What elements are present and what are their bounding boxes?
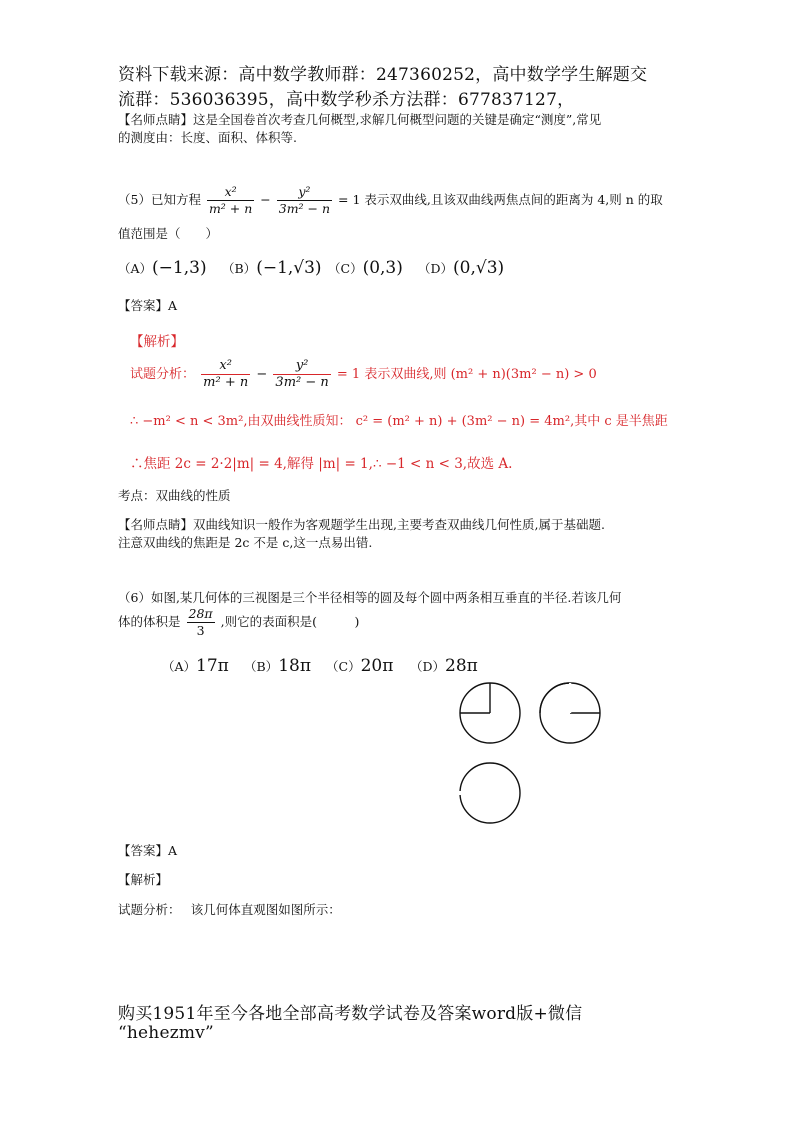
q6-analysis-title: 【解析】	[118, 872, 169, 887]
q6-option-a-label: （A）	[162, 659, 197, 674]
q5-tip-line-1: 【名师点睛】双曲线知识一般作为客观题学生出现,主要考查双曲线几何性质,属于基础题.	[118, 517, 605, 532]
q5-kaodian: 考点：双曲线的性质	[118, 488, 231, 503]
top-view-circle	[460, 763, 520, 823]
side-view-arc	[540, 683, 569, 713]
q6-vol-den: 3	[196, 623, 205, 638]
q6-stem-prefix: 体的体积是	[118, 614, 181, 629]
q4-tip-line-2: 的测度由：长度、面积、体积等.	[118, 130, 297, 145]
q5-minus: −	[260, 192, 271, 207]
q5-option-a-label: （A）	[118, 261, 153, 276]
q6-answer: 【答案】A	[118, 843, 178, 858]
q6-option-d-label: （D）	[410, 659, 446, 674]
q5-analysis-line-3: ∴焦距 2c = 2·2|m| = 4,解得 |m| = 1,∴ −1 < n < 3,故选 A.	[130, 456, 513, 472]
three-view-figure	[450, 680, 620, 830]
q5-answer: 【答案】A	[118, 298, 178, 313]
q5-analysis-suffix: = 1 表示双曲线,则 (m² + n)(3m² − n) > 0	[336, 367, 597, 382]
q5-stem-line-2: 值范围是（ ）	[118, 226, 219, 241]
q5-analysis-frac1-den: m² + n	[203, 375, 249, 390]
q5-option-d-label: （D）	[418, 261, 454, 276]
q5-option-d	[418, 258, 504, 278]
q5-analysis-frac-y	[273, 358, 330, 391]
top-view	[456, 760, 520, 823]
q4-tip-line-1: 【名师点睛】这是全国卷首次考查几何概型,求解几何概型问题的关键是确定“测度”,常见	[118, 112, 602, 127]
q5-frac1-den: m² + n	[208, 201, 253, 216]
q6-stem-suffix: ,则它的表面积是( )	[220, 614, 360, 629]
q5-analysis-prefix: 试题分析：	[130, 367, 196, 382]
q5-frac1-num: x²	[207, 184, 254, 201]
q5-analysis-line-2: ∴ −m² < n < 3m²,由双曲线性质知： c² = (m² + n) + (3m² − n) = 4m²,其中 c 是半焦距	[130, 414, 668, 429]
q5-analysis-frac2-num: y²	[273, 358, 330, 375]
q6-stem-line-1: （6）如图,某几何体的三视图是三个半径相等的圆及每个圆中两条相互垂直的半径.若该几何	[118, 590, 622, 605]
q5-stem-prefix: （5）已知方程	[118, 192, 201, 207]
q6-vol-num: 28π	[188, 606, 213, 621]
q5-frac2-den: 3m² − n	[278, 201, 331, 216]
q6-option-d-value: 28π	[445, 656, 478, 676]
q5-option-c	[328, 258, 403, 278]
q5-option-b-label: （B）	[222, 261, 257, 276]
q6-option-b-value: 18π	[278, 656, 311, 676]
q5-tip-line-2: 注意双曲线的焦距是 2c 不是 c,这一点易出错.	[118, 535, 373, 550]
footer-line-2: “hehezmv”	[118, 1023, 214, 1043]
q6-option-d	[410, 656, 478, 676]
q6-option-b	[244, 656, 311, 676]
q5-analysis-title: 【解析】	[130, 334, 184, 350]
q5-option-b	[222, 258, 322, 278]
q5-frac2-num: y²	[277, 184, 332, 201]
q5-option-c-label: （C）	[328, 261, 363, 276]
q5-fraction-y	[277, 184, 332, 217]
front-view	[460, 683, 520, 743]
q5-option-c-value: (0,3)	[362, 258, 403, 278]
q5-stem-suffix: = 1 表示双曲线,且该双曲线两焦点间的距离为 4,则 n 的取	[338, 192, 663, 207]
q5-option-a	[118, 258, 207, 278]
q6-option-c-value: 20π	[360, 656, 394, 676]
q5-option-d-value: (0,√3)	[453, 258, 505, 278]
q5-fraction-x	[207, 184, 254, 217]
q6-analysis-line-1: 试题分析： 该几何体直观图如图所示：	[118, 902, 341, 917]
header-line-2: 流群：536036395，高中数学秒杀方法群：677837127，	[118, 90, 575, 110]
q6-option-c	[326, 656, 393, 676]
footer-line-1: 购买1951年至今各地全部高考数学试卷及答案word版+微信	[118, 1004, 583, 1024]
q5-analysis-minus: −	[256, 367, 268, 382]
side-view	[540, 683, 600, 743]
q5-analysis-frac-x	[201, 358, 250, 391]
q6-volume-fraction	[187, 606, 215, 639]
q6-stem-line-2	[118, 606, 359, 639]
q5-analysis-frac1-num: x²	[201, 358, 250, 375]
header-line-1: 资料下载来源：高中数学教师群：247360252，高中数学学生解题交	[118, 65, 648, 85]
q6-option-c-label: （C）	[326, 659, 361, 674]
q5-option-b-value: (−1,√3)	[256, 258, 322, 278]
q6-option-a-value: 17π	[196, 656, 229, 676]
q6-option-b-label: （B）	[244, 659, 279, 674]
q5-analysis-frac2-den: 3m² − n	[275, 375, 329, 390]
q6-option-a	[162, 656, 229, 676]
q5-stem-line-1	[118, 184, 663, 217]
q5-analysis-line-1	[130, 358, 597, 391]
q5-option-a-value: (−1,3)	[152, 258, 207, 278]
